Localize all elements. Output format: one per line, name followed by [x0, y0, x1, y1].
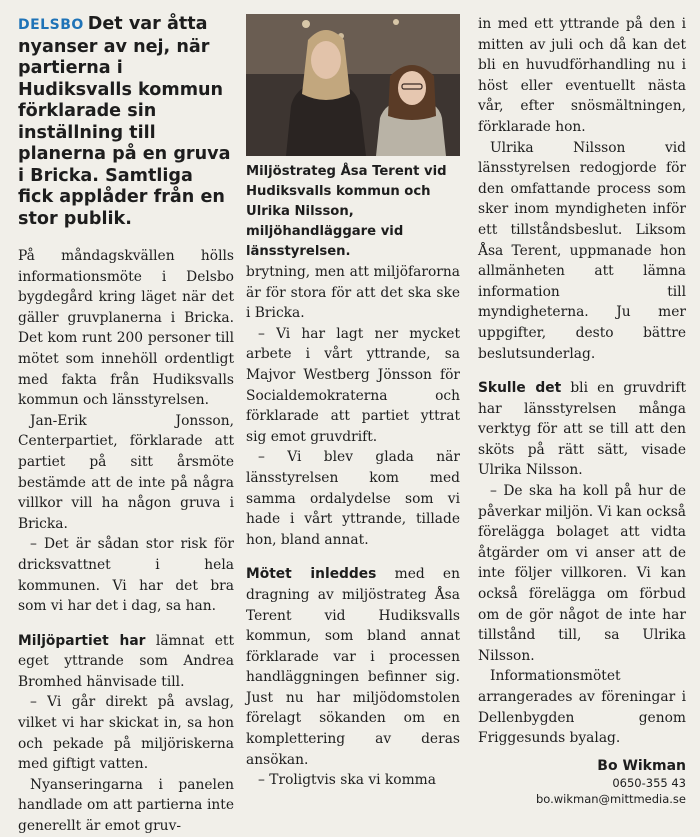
- body-paragraph: Nyanseringarna i panelen handlade om att partierna inte generellt är emot gruv-: [18, 776, 234, 835]
- author-phone: 0650-355 43: [612, 775, 686, 790]
- body-paragraph: [18, 631, 234, 693]
- paragraph-text: med en dragning av miljöstrateg Åsa Terent vid Hudiksvalls kommun, som bland annat förklarade var i processen handläggningen befinner sig. Just nu har miljödomstolen förelagt sökanden om en komplettering av deras ansökan.: [246, 566, 460, 768]
- article-column-1: [18, 14, 234, 837]
- paragraph-text: lämnat ett eget yttrande som Andrea Bromhed hänvisade till.: [18, 632, 234, 690]
- subhead-lead: Skulle det: [478, 380, 562, 397]
- article-column-3: [478, 14, 686, 807]
- photo-block: [246, 14, 460, 262]
- body-paragraph: [246, 564, 460, 770]
- photo-caption: Miljöstrateg Åsa Terent vid Hudiksvalls kommun och Ulrika Nilsson, miljöhandläggare vid länsstyrelsen.: [246, 164, 447, 259]
- subhead-lead: Miljöpartiet har: [18, 632, 146, 649]
- ingress-text: Det var åtta nyanser av nej, när partierna i Hudiksvalls kommun förklarade sin inställning till planerna på en gruva i Bricka. Samtliga fick applåder från en stor publik.: [18, 14, 231, 229]
- author-name: Bo Wikman: [597, 757, 686, 774]
- article-ingress: [18, 14, 234, 230]
- quote-paragraph: – Vi blev glada när länsstyrelsen kom med samma ordalydelse som vi hade i vårt yttrande, tillade hon, bland annat.: [246, 449, 460, 548]
- photo-illustration: [246, 14, 460, 156]
- quote-paragraph: – De ska ha koll på hur de påverkar miljön. Vi kan också förelägga bolaget att vidta åtgärder om vi anser att de inte följer villkoren. Vi kan också förelägga om förbud om de gör något de inte har tillstånd till, sa Ulrika Nilsson.: [478, 483, 686, 664]
- article-photo: [246, 14, 460, 156]
- body-paragraph: brytning, men att miljöfarorna är för stora för att det ska ske i Bricka.: [246, 264, 460, 322]
- author-email[interactable]: bo.wikman@mittmedia.se: [535, 791, 686, 806]
- body-paragraph: Jan-Erik Jonsson, Centerpartiet, förklarade att partiet på sitt årsmöte bestämde att de inte på några villkor vill ha någon gruva i Bricka.: [18, 412, 234, 532]
- subhead-lead: Mötet inleddes: [246, 566, 377, 583]
- body-paragraph: På måndagskvällen hölls informationsmöte i Delsbo bygdegård kring läget när det gäller gruvplanerna i Bricka. Det kom runt 200 personer till mötet som innehöll ordentligt med fakta från Hudiksvalls kommun och länsstyrelsen.: [18, 248, 234, 409]
- byline: [478, 757, 686, 807]
- quote-paragraph: – Vi går direkt på avslag, vilket vi har skickat in, sa hon och pekade på miljöriskerna med giftigt vatten.: [18, 694, 234, 773]
- article-column-2: [246, 262, 460, 791]
- quote-paragraph: – Det är sådan stor risk för dricksvattnet i hela kommunen. Vi har det bra som vi har det i dag, sa han.: [18, 536, 234, 615]
- body-paragraph: [478, 378, 686, 481]
- body-paragraph: Ulrika Nilsson vid länsstyrelsen redogjorde för den omfattande process som sker inom myndigheten inför ett tillståndsbeslut. Liksom Åsa Terent, uppmanade hon allmänheten att lämna information till myndigheterna. Ju mer uppgifter, desto bättre beslutsunderlag.: [478, 139, 686, 362]
- body-paragraph: in med ett yttrande på den i mitten av juli och då kan det bli en huvudförhandling nu i höst eller eventuellt nästa vår, efter snösmältningen, förklarade hon.: [478, 16, 686, 135]
- quote-paragraph: – Troligtvis ska vi komma: [258, 772, 436, 789]
- body-paragraph: Informationsmötet arrangerades av föreningar i Dellenbygden genom Friggesunds byalag.: [478, 668, 686, 747]
- quote-paragraph: – Vi har lagt ner mycket arbete i vårt yttrande, sa Majvor Westberg Jönsson för Socialdemokraterna och förklarade att partiet yttrat sig emot gruvdrift.: [246, 325, 460, 445]
- paragraph-text: bli en gruvdrift har länsstyrelsen många verktyg för att se till att den sköts på rätt sätt, visade Ulrika Nilsson.: [478, 380, 686, 479]
- dateline: DELSBO: [18, 17, 84, 33]
